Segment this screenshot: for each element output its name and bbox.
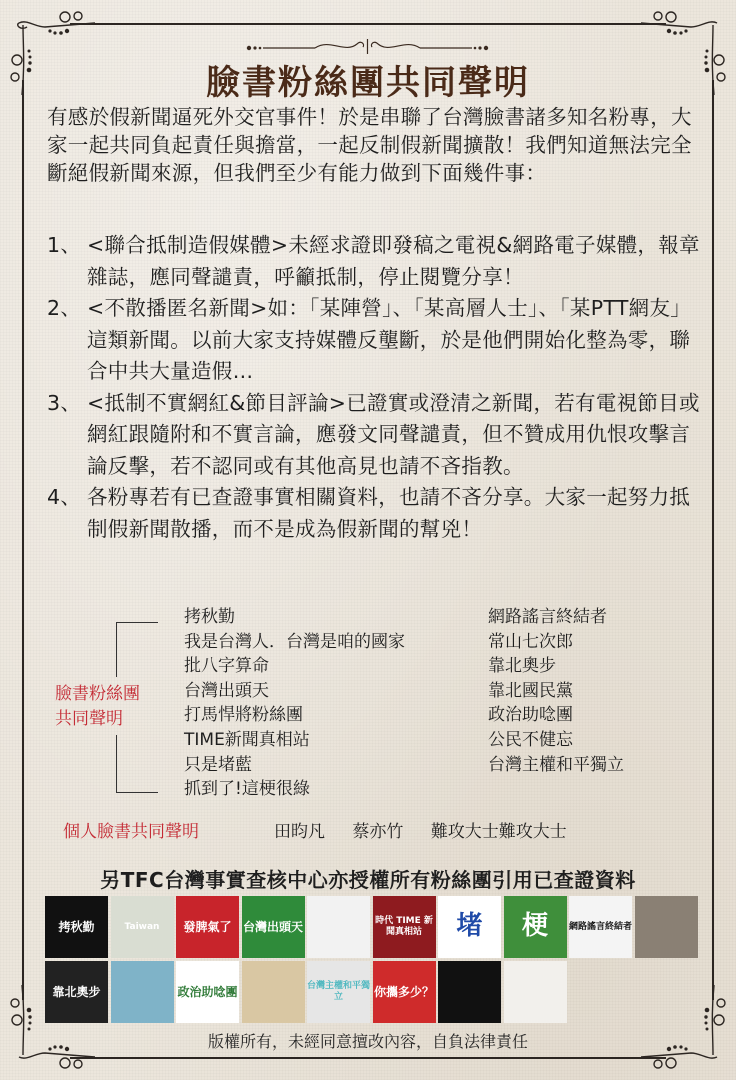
logo-samurai <box>635 896 698 958</box>
item-number: 2、 <box>47 296 82 320</box>
frame-top-line <box>70 23 666 25</box>
logo-kaobei-kmt <box>111 961 174 1023</box>
bracket-bottom-arm <box>116 792 158 793</box>
fan-page-name: 抓到了!這梗很綠 <box>184 779 310 800</box>
fan-page-name: 台灣主權和平獨立 <box>488 754 624 775</box>
logo-taiwan-chutoutian: 台灣出頭天 <box>242 896 305 958</box>
item-text: <聯合抵制造假媒體>未經求證即發稿之電視&網路電子媒體，報章雜誌，應同聲譴責，呼籲抵制，停止閱覽分享！ <box>87 233 700 289</box>
statement-item <box>47 230 707 293</box>
item-number: 4、 <box>47 485 82 509</box>
fan-page-name: 公民不健忘 <box>488 729 573 750</box>
item-number: 3、 <box>47 390 82 415</box>
fan-pages-label: 臉書粉絲團 共同聲明 <box>55 684 140 729</box>
logo-taiwan-map: Taiwan <box>111 896 174 958</box>
personal-name: 田昀凡 <box>274 822 325 842</box>
item-text: <不散播匿名新聞>如：「某陣營」、「某高層人士」、「某PTT網友」這類新聞。以前大家支持媒體反壟斷，於是他們開始化整為零，聯合中共大量造假… <box>87 296 692 383</box>
logo-time: 時代 TIME 新聞真相站 <box>373 896 436 958</box>
fan-page-name: 打馬悍將粉絲團 <box>184 705 303 726</box>
page-title: 臉書粉絲團共同聲明 <box>206 63 530 103</box>
fan-page-name: 政治助唸團 <box>488 705 573 726</box>
copyright-notice: 版權所有，未經同意擅改內容，自負法律責任 <box>207 1032 528 1051</box>
logo-du-lan: 堵 <box>438 896 501 958</box>
logo-red-hair <box>438 961 501 1023</box>
personal-names <box>274 817 589 842</box>
fan-page-name: 批八字算命 <box>184 656 269 677</box>
frame-left-line <box>22 80 24 1000</box>
fan-page-name: 靠北奧步 <box>488 656 556 677</box>
logo-how-much: 你攜多少？ <box>373 961 436 1023</box>
item-text: 各粉專若有已查證事實相關資料，也請不吝分享。大家一起努力抵制假新聞散播，而不是成為假新聞的幫兇！ <box>87 485 691 541</box>
statement-item <box>47 293 707 388</box>
fan-pages-column-1 <box>184 605 405 802</box>
personal-name: 蔡亦竹 <box>352 822 404 842</box>
logo-geng: 梗 <box>504 896 567 958</box>
fan-page-name: 台灣出頭天 <box>184 680 269 701</box>
bracket-bottom <box>116 735 117 792</box>
statement-list <box>47 230 707 545</box>
fan-page-name: 網路謠言終結者 <box>488 607 607 627</box>
logo-political-chant: 政治助唸團 <box>176 961 239 1023</box>
logo-deadpool <box>504 961 567 1023</box>
item-text: <抵制不實網紅&節目評論>已證實或澄清之新聞，若有電視節目或網紅跟隨附和不實言論，應發文同聲譴責，但不贊成用仇恨攻擊言論反擊，若不認同或有其他高見也請不吝指教。 <box>87 390 700 478</box>
logo-bazi: 發脾氣了 <box>176 896 239 958</box>
personal-statement-label: 個人臉書共同聲明 <box>63 822 199 842</box>
logo-da-ma <box>307 896 370 958</box>
fan-page-name: TIME新聞真相站 <box>184 729 310 750</box>
logo-kao-chiu-chin: 拷秋勤 <box>45 896 108 958</box>
fan-pages-column-2 <box>488 605 624 777</box>
statement-item <box>47 482 707 545</box>
fan-page-name: 常山七次郎 <box>488 631 573 652</box>
personal-name: 難攻大士難攻大士 <box>430 822 567 842</box>
frame-bottom-line <box>70 1057 666 1059</box>
fan-page-name: 只是堵藍 <box>184 754 252 775</box>
bracket-top <box>116 622 117 677</box>
tfc-notice: 另TFC台灣事實查核中心亦授權所有粉絲團引用已查證資料 <box>100 868 636 892</box>
logo-kaobei-aobu: 靠北奧步 <box>45 961 108 1023</box>
logo-taiwan-sovereignty: 台灣主權和平獨立 <box>307 961 370 1023</box>
intro-paragraph: 有感於假新聞逼死外交官事件！於是串聯了台灣臉書諸多知名粉專，大家一起共同負起責任與擔當，一起反制假新聞擴散！我們知道無法完全斷絕假新聞來源，但我們至少有能力做到下面幾件事： <box>47 105 692 185</box>
item-number: 1、 <box>47 233 82 257</box>
fan-page-name: 靠北國民黨 <box>488 680 573 701</box>
logo-citizen-remember <box>242 961 305 1023</box>
logo-rumor-terminator: 網路謠言終結者 <box>569 896 632 958</box>
fan-page-name: 我是台灣人．台灣是咱的國家 <box>184 631 405 652</box>
fan-page-name: 拷秋勤 <box>184 607 235 627</box>
statement-item <box>47 388 707 483</box>
frame-right-line <box>712 80 714 1000</box>
bracket-top-arm <box>116 622 158 623</box>
